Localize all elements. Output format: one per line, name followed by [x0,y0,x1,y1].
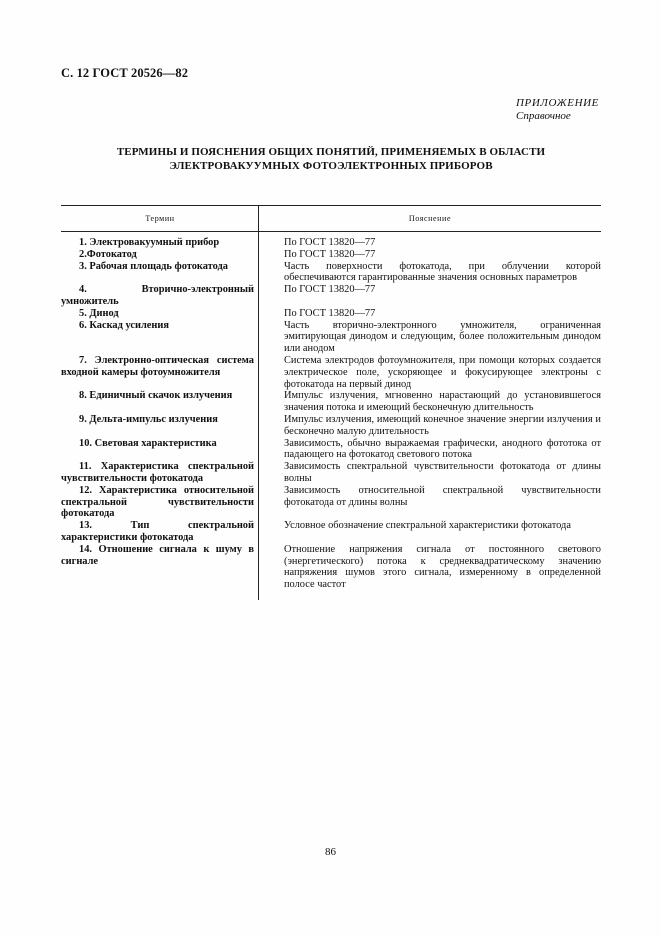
appendix-note: Справочное [516,110,571,122]
table-header [61,205,601,232]
table-row [61,485,601,520]
table-row [61,355,601,390]
term-cell: 7. Электронно-оптическая система входной камеры фотоумножителя [61,354,254,378]
explanation-cell: По ГОСТ 13820—77 [284,237,376,248]
column-header-explanation: Пояснение [408,214,452,223]
explanation-cell: Часть поверхности фотокатода, при облучении которой обеспечиваются гарантированные значения основных параметров [284,260,601,284]
column-header-term: Термин [145,214,175,223]
table-row [61,390,601,414]
column-divider [258,205,259,600]
term-cell: 14. Отношение сигнала к шуму в сигнале [61,543,254,567]
term-cell: 11. Характеристика спектральной чувствительности фотокатода [61,461,254,484]
explanation-cell: Импульс излучения, имеющий конечное значение энергии излучения и бесконечно малую длительность [284,413,601,437]
terms-table [61,205,601,591]
title-line-1: ТЕРМИНЫ И ПОЯСНЕНИЯ ОБЩИХ ПОНЯТИЙ, ПРИМЕНЯЕМЫХ В ОБЛАСТИ [116,146,546,158]
term-cell: 13. Тип спектральной характеристики фотокатода [61,520,254,543]
term-cell: 3. Рабочая площадь фотокатода [79,260,228,272]
term-cell: 1. Электровакуумный прибор [79,237,220,248]
explanation-cell: Импульс излучения, мгновенно нарастающий до установившегося значения потока и имеющий бесконечную длительность [284,390,601,414]
table-row [61,237,601,249]
term-cell: 12. Характеристика относительной спектральной чувствительности фотокатода [61,484,254,520]
table-row [61,414,601,438]
explanation-cell: Система электродов фотоумножителя, при помощи которых создается электрическое поле, ускоряющее и фокусирующее электроны с фотокатода на первый динод [284,354,601,390]
page-number: 86 [325,846,336,858]
table-row [61,308,601,320]
appendix-label-block [516,97,599,123]
explanation-cell: Зависимость, обычно выражаемая графически, анодного фототока от падающего на фотокатод светового потока [284,437,601,461]
explanation-cell: По ГОСТ 13820—77 [284,248,376,260]
term-cell: 9. Дельта-импульс излучения [79,413,218,425]
explanation-cell: Часть вторично-электронного умножителя, ограниченная эмитирующая динодом и следующим, более положительным динодом или анодом [284,319,601,355]
table-row [61,249,601,261]
table-row [61,461,601,485]
term-cell: 4. Вторично-электронный умножитель [61,284,254,307]
term-cell: 8. Единичный скачок излучения [79,390,233,402]
appendix-label: ПРИЛОЖЕНИЕ [516,97,599,109]
title-line-2: ЭЛЕКТРОВАКУУМНЫХ ФОТОЭЛЕКТРОННЫХ ПРИБОРОВ [169,160,493,172]
table-row [61,520,601,544]
explanation-cell: Зависимость спектральной чувствительности фотокатода от длины волны [284,461,601,484]
explanation-cell: Зависимость относительной спектральной чувствительности фотокатода от длины волны [284,484,601,508]
document-title [61,145,601,173]
explanation-cell: Условное обозначение спектральной характеристики фотокатода [284,520,571,532]
term-cell: 2.Фотокатод [79,248,137,260]
table-row [61,284,601,308]
table-row [61,261,601,285]
table-row [61,438,601,462]
explanation-cell: По ГОСТ 13820—77 [284,284,376,296]
table-row [61,320,601,355]
term-cell: 6. Каскад усиления [79,319,169,331]
explanation-cell: Отношение напряжения сигнала от постоянного светового (энергетического) потока к среднеквадратическому значению напряжения шумов этого сигнала, измеренному в определенной полосе частот [284,543,601,591]
explanation-cell: По ГОСТ 13820—77 [284,307,376,319]
page-header: С. 12 ГОСТ 20526—82 [61,66,189,80]
term-cell: 5. Динод [79,307,119,319]
term-cell: 10. Световая характеристика [79,437,217,449]
table-row [61,544,601,591]
